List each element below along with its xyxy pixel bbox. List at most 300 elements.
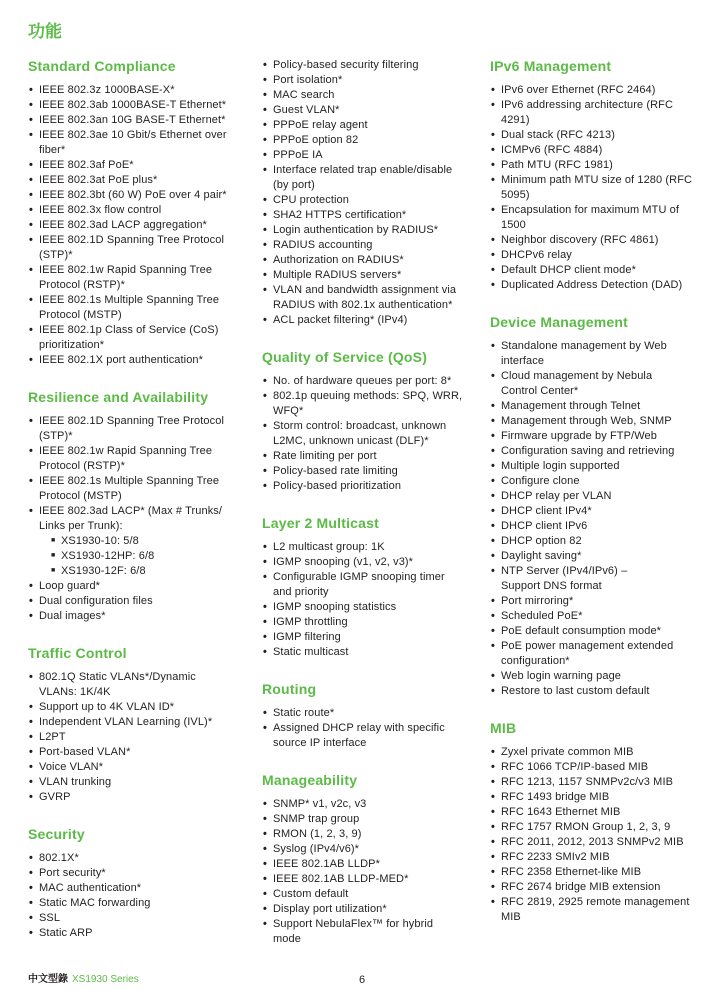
bullet-icon: • xyxy=(29,505,33,517)
bullet-item xyxy=(28,715,250,730)
bullet-text: RFC 2674 bridge MIB extension xyxy=(501,881,661,893)
bullet-text: IEEE 802.3ad LACP* (Max # Trunks/ xyxy=(39,505,223,517)
bullet-icon: • xyxy=(491,400,495,412)
bullet-item xyxy=(490,519,710,534)
bullet-item xyxy=(490,489,710,504)
bullet-item xyxy=(490,369,710,399)
bullet-item xyxy=(28,353,250,368)
bullet-text: Standalone management by Web xyxy=(501,340,667,352)
bullet-item xyxy=(28,700,250,715)
bullet-item xyxy=(262,797,480,812)
section-heading: Quality of Service (QoS) xyxy=(262,349,428,365)
bullet-text: Restore to last custom default xyxy=(501,685,650,697)
bullet-text: IEEE 802.3at PoE plus* xyxy=(39,174,158,186)
bullet-text: SHA2 HTTPS certification* xyxy=(273,209,407,221)
bullet-icon: • xyxy=(263,74,267,86)
sub-bullet-item xyxy=(51,549,250,564)
bullet-text: RFC 2011, 2012, 2013 SNMPv2 MIB xyxy=(501,836,684,848)
bullet-item xyxy=(262,464,480,479)
bullet-item xyxy=(28,263,250,293)
bullet-item xyxy=(490,790,710,805)
bullet-icon: • xyxy=(263,119,267,131)
bullet-item xyxy=(262,208,480,223)
bullet-text-continuation: (by port) xyxy=(273,179,315,191)
bullet-item xyxy=(490,98,710,128)
bullet-icon: • xyxy=(29,595,33,607)
bullet-text-continuation: VLANs: 1K/4K xyxy=(39,686,111,698)
bullet-item xyxy=(28,851,250,866)
bullet-item xyxy=(262,163,480,193)
bullet-item xyxy=(262,449,480,464)
sub-bullet-item xyxy=(51,564,250,579)
bullet-item xyxy=(28,444,250,474)
bullet-icon: • xyxy=(491,595,495,607)
bullet-text: DHCPv6 relay xyxy=(501,249,572,261)
bullet-text: MAC search xyxy=(273,89,335,101)
bullet-icon: • xyxy=(263,450,267,462)
bullet-icon: • xyxy=(491,99,495,111)
bullet-item xyxy=(262,645,480,660)
bullet-text: IEEE 802.1w Rapid Spanning Tree xyxy=(39,264,213,276)
section-heading: Security xyxy=(28,826,85,842)
bullet-text: MAC authentication* xyxy=(39,882,142,894)
bullet-icon: • xyxy=(263,813,267,825)
bullet-icon: • xyxy=(491,776,495,788)
bullet-icon: • xyxy=(29,927,33,939)
sub-bullet-icon: ■ xyxy=(51,552,56,559)
bullet-icon: • xyxy=(263,541,267,553)
bullet-icon: • xyxy=(491,415,495,427)
bullet-icon: • xyxy=(263,224,267,236)
bullet-item xyxy=(28,775,250,790)
bullet-item xyxy=(490,594,710,609)
bullet-text: Management through Telnet xyxy=(501,400,641,412)
bullet-text: CPU protection xyxy=(273,194,349,206)
bullet-text: L2PT xyxy=(39,731,66,743)
bullet-item xyxy=(28,128,250,158)
bullet-icon: • xyxy=(29,867,33,879)
bullet-text: RFC 1493 bridge MIB xyxy=(501,791,610,803)
bullet-text: SSL xyxy=(39,912,61,924)
bullet-text: 802.1p queuing methods: SPQ, WRR, xyxy=(273,390,463,402)
bullet-item xyxy=(262,58,480,73)
sub-bullet-text: XS1930-12F: 6/8 xyxy=(61,565,146,577)
bullet-item xyxy=(490,805,710,820)
bullet-text-continuation: L2MC, unknown unicast (DLF)* xyxy=(273,435,429,447)
bullet-icon: • xyxy=(491,866,495,878)
bullet-icon: • xyxy=(29,882,33,894)
bullet-item xyxy=(490,684,710,699)
bullet-icon: • xyxy=(491,340,495,352)
bullet-icon: • xyxy=(491,370,495,382)
bullet-text-continuation: MIB xyxy=(501,911,521,923)
bullet-list xyxy=(490,339,710,699)
bullet-item xyxy=(262,313,480,328)
bullet-text: Support NebulaFlex™ for hybrid xyxy=(273,918,434,930)
bullet-icon: • xyxy=(491,159,495,171)
bullet-text: Static MAC forwarding xyxy=(39,897,151,909)
bullet-text-continuation: RADIUS with 802.1x authentication* xyxy=(273,299,453,311)
bullet-item xyxy=(490,399,710,414)
bullet-text: IEEE 802.3ad LACP aggregation* xyxy=(39,219,207,231)
bullet-item xyxy=(262,389,480,419)
bullet-text: PPPoE IA xyxy=(273,149,323,161)
bullet-text: L2 multicast group: 1K xyxy=(273,541,385,553)
bullet-icon: • xyxy=(491,670,495,682)
bullet-text-continuation: source IP interface xyxy=(273,737,367,749)
bullet-icon: • xyxy=(263,149,267,161)
bullet-item xyxy=(262,615,480,630)
bullet-item xyxy=(490,233,710,248)
bullet-item xyxy=(490,669,710,684)
bullet-item xyxy=(490,474,710,489)
bullet-text: DHCP client IPv6 xyxy=(501,520,588,532)
bullet-icon: • xyxy=(263,314,267,326)
bullet-text: ICMPv6 (RFC 4884) xyxy=(501,144,603,156)
bullet-text: Static multicast xyxy=(273,646,349,658)
bullet-icon: • xyxy=(263,134,267,146)
bullet-text: Policy-based security filtering xyxy=(273,59,419,71)
bullet-icon: • xyxy=(491,836,495,848)
bullet-text: Independent VLAN Learning (IVL)* xyxy=(39,716,213,728)
bullet-item xyxy=(490,609,710,624)
bullet-list xyxy=(262,540,480,660)
bullet-text: Rate limiting per port xyxy=(273,450,377,462)
bullet-icon: • xyxy=(263,631,267,643)
bullet-text: IEEE 802.1s Multiple Spanning Tree xyxy=(39,294,220,306)
bullet-item xyxy=(262,706,480,721)
bullet-text: RFC 1643 Ethernet MIB xyxy=(501,806,621,818)
bullet-icon: • xyxy=(263,420,267,432)
bullet-icon: • xyxy=(491,640,495,652)
bullet-icon: • xyxy=(29,204,33,216)
bullet-icon: • xyxy=(29,671,33,683)
bullet-item xyxy=(490,128,710,143)
bullet-item xyxy=(490,414,710,429)
bullet-text: Loop guard* xyxy=(39,580,101,592)
bullet-item xyxy=(262,253,480,268)
bullet-text: RFC 2233 SMIv2 MIB xyxy=(501,851,610,863)
bullet-item xyxy=(262,902,480,917)
bullet-text: Daylight saving* xyxy=(501,550,582,562)
bullet-text: IEEE 802.1w Rapid Spanning Tree xyxy=(39,445,213,457)
bullet-item xyxy=(490,263,710,278)
bullet-icon: • xyxy=(263,480,267,492)
bullet-text: Encapsulation for maximum MTU of xyxy=(501,204,680,216)
bullet-text: RFC 1066 TCP/IP-based MIB xyxy=(501,761,649,773)
bullet-item xyxy=(28,218,250,233)
bullet-item xyxy=(490,444,710,459)
bullet-item xyxy=(490,158,710,173)
bullet-text-continuation: Protocol (MSTP) xyxy=(39,309,122,321)
bullet-icon: • xyxy=(29,129,33,141)
bullet-text: IGMP throttling xyxy=(273,616,348,628)
bullet-item xyxy=(28,579,250,594)
bullet-icon: • xyxy=(491,625,495,637)
bullet-text: RADIUS accounting xyxy=(273,239,373,251)
bullet-item xyxy=(262,600,480,615)
bullet-icon: • xyxy=(263,104,267,116)
bullet-item xyxy=(28,203,250,218)
page-footer xyxy=(0,973,724,987)
bullet-item xyxy=(28,896,250,911)
footer-catalog-text: 中文型錄 xyxy=(28,974,68,985)
bullet-icon: • xyxy=(29,580,33,592)
bullet-icon: • xyxy=(263,722,267,734)
bullet-item xyxy=(28,881,250,896)
bullet-icon: • xyxy=(491,174,495,186)
bullet-icon: • xyxy=(29,84,33,96)
bullet-list xyxy=(490,745,710,925)
column-2 xyxy=(262,58,480,947)
bullet-icon: • xyxy=(491,565,495,577)
bullet-text: Zyxel private common MIB xyxy=(501,746,634,758)
bullet-text: Interface related trap enable/disable xyxy=(273,164,453,176)
bullet-item xyxy=(262,374,480,389)
bullet-text: Neighbor discovery (RFC 4861) xyxy=(501,234,659,246)
bullet-item xyxy=(262,721,480,751)
bullet-text: ACL packet filtering* (IPv4) xyxy=(273,314,408,326)
bullet-text: Default DHCP client mode* xyxy=(501,264,636,276)
bullet-text: IEEE 802.3an 10G BASE-T Ethernet* xyxy=(39,114,226,126)
bullet-item xyxy=(490,835,710,850)
bullet-item xyxy=(28,790,250,805)
sub-bullet-list xyxy=(51,534,250,579)
bullet-text: IEEE 802.1p Class of Service (CoS) xyxy=(39,324,219,336)
bullet-icon: • xyxy=(263,858,267,870)
bullet-icon: • xyxy=(263,59,267,71)
bullet-icon: • xyxy=(491,881,495,893)
bullet-text-continuation: mode xyxy=(273,933,301,945)
bullet-icon: • xyxy=(491,806,495,818)
bullet-icon: • xyxy=(263,239,267,251)
bullet-icon: • xyxy=(29,716,33,728)
bullet-item xyxy=(262,283,480,313)
bullet-item xyxy=(490,459,710,474)
bullet-list xyxy=(262,797,480,947)
bullet-text: Policy-based rate limiting xyxy=(273,465,398,477)
bullet-icon: • xyxy=(491,821,495,833)
bullet-icon: • xyxy=(491,279,495,291)
bullet-text-continuation: Control Center* xyxy=(501,385,579,397)
bullet-text: Configure clone xyxy=(501,475,580,487)
bullet-icon: • xyxy=(263,616,267,628)
bullet-item xyxy=(490,745,710,760)
bullet-icon: • xyxy=(263,164,267,176)
bullet-icon: • xyxy=(29,114,33,126)
bullet-text: RFC 2819, 2925 remote management xyxy=(501,896,690,908)
bullet-icon: • xyxy=(29,99,33,111)
bullet-icon: • xyxy=(263,828,267,840)
bullet-list xyxy=(490,83,710,293)
bullet-text: NTP Server (IPv4/IPv6) – xyxy=(501,565,628,577)
bullet-icon: • xyxy=(263,646,267,658)
bullet-item xyxy=(28,866,250,881)
bullet-text-continuation: Protocol (MSTP) xyxy=(39,490,122,502)
section-heading: Routing xyxy=(262,681,317,697)
bullet-icon: • xyxy=(491,685,495,697)
bullet-item xyxy=(262,479,480,494)
bullet-item xyxy=(490,278,710,293)
bullet-text: Voice VLAN* xyxy=(39,761,104,773)
bullet-item xyxy=(28,474,250,504)
bullet-icon: • xyxy=(491,610,495,622)
bullet-icon: • xyxy=(491,505,495,517)
bullet-text: IEEE 802.1X port authentication* xyxy=(39,354,204,366)
bullet-item xyxy=(28,293,250,323)
bullet-item xyxy=(262,223,480,238)
section-heading: Traffic Control xyxy=(28,645,127,661)
bullet-text: RFC 1213, 1157 SNMPv2c/v3 MIB xyxy=(501,776,674,788)
bullet-item xyxy=(490,564,710,594)
bullet-icon: • xyxy=(491,204,495,216)
bullet-text: IGMP snooping (v1, v2, v3)* xyxy=(273,556,414,568)
bullet-icon: • xyxy=(263,269,267,281)
bullet-text-continuation: WFQ* xyxy=(273,405,304,417)
bullet-icon: • xyxy=(491,144,495,156)
bullet-text: Static ARP xyxy=(39,927,93,939)
bullet-text: PPPoE option 82 xyxy=(273,134,359,146)
bullet-list xyxy=(262,58,480,328)
bullet-icon: • xyxy=(491,550,495,562)
bullet-text: VLAN and bandwidth assignment via xyxy=(273,284,457,296)
bullet-item xyxy=(28,113,250,128)
bullet-item xyxy=(490,895,710,925)
bullet-item xyxy=(490,203,710,233)
bullet-icon: • xyxy=(29,731,33,743)
sub-bullet-icon: ■ xyxy=(51,537,56,544)
bullet-icon: • xyxy=(491,460,495,472)
bullet-item xyxy=(28,760,250,775)
bullet-item xyxy=(262,73,480,88)
bullet-icon: • xyxy=(29,159,33,171)
bullet-text: Login authentication by RADIUS* xyxy=(273,224,439,236)
bullet-text-continuation: prioritization* xyxy=(39,339,105,351)
bullet-item xyxy=(28,745,250,760)
bullet-text: RMON (1, 2, 3, 9) xyxy=(273,828,362,840)
bullet-text: Multiple RADIUS servers* xyxy=(273,269,402,281)
bullet-item xyxy=(262,268,480,283)
bullet-text: RFC 2358 Ethernet-like MIB xyxy=(501,866,642,878)
bullet-item xyxy=(490,549,710,564)
bullet-item xyxy=(490,429,710,444)
bullet-icon: • xyxy=(263,209,267,221)
bullet-text: Static route* xyxy=(273,707,335,719)
bullet-item xyxy=(28,670,250,700)
bullet-list xyxy=(28,414,250,624)
bullet-text: Port-based VLAN* xyxy=(39,746,131,758)
bullet-text: Policy-based prioritization xyxy=(273,480,402,492)
footer-series-text: XS1930 Series xyxy=(72,974,139,985)
bullet-text: IEEE 802.1D Spanning Tree Protocol xyxy=(39,415,225,427)
bullet-item xyxy=(490,775,710,790)
sub-bullet-icon: ■ xyxy=(51,567,56,574)
bullet-text: 802.1X* xyxy=(39,852,79,864)
bullet-icon: • xyxy=(29,852,33,864)
bullet-item xyxy=(490,865,710,880)
bullet-icon: • xyxy=(491,430,495,442)
bullet-text-continuation: Links per Trunk): xyxy=(39,520,123,532)
bullet-text: DHCP client IPv4* xyxy=(501,505,592,517)
sub-bullet-text: XS1930-12HP: 6/8 xyxy=(61,550,155,562)
bullet-icon: • xyxy=(29,791,33,803)
bullet-text: Port mirroring* xyxy=(501,595,574,607)
bullet-text: Guest VLAN* xyxy=(273,104,340,116)
bullet-text: IEEE 802.1AB LLDP* xyxy=(273,858,380,870)
spec-columns xyxy=(28,58,710,947)
bullet-icon: • xyxy=(263,375,267,387)
bullet-text: PoE power management extended xyxy=(501,640,674,652)
bullet-text: PPPoE relay agent xyxy=(273,119,368,131)
bullet-icon: • xyxy=(29,776,33,788)
bullet-item xyxy=(490,504,710,519)
bullet-text: Firmware upgrade by FTP/Web xyxy=(501,430,657,442)
bullet-item xyxy=(262,540,480,555)
bullet-item xyxy=(28,158,250,173)
bullet-item xyxy=(28,594,250,609)
bullet-icon: • xyxy=(491,249,495,261)
bullet-icon: • xyxy=(29,445,33,457)
bullet-icon: • xyxy=(491,445,495,457)
bullet-text: IEEE 802.3af PoE* xyxy=(39,159,134,171)
bullet-list xyxy=(28,670,250,805)
bullet-icon: • xyxy=(491,520,495,532)
bullet-list xyxy=(28,851,250,941)
bullet-text: IEEE 802.3z 1000BASE-X* xyxy=(39,84,175,96)
bullet-text: IGMP filtering xyxy=(273,631,341,643)
bullet-text-continuation: and priority xyxy=(273,586,329,598)
bullet-item xyxy=(262,842,480,857)
bullet-text: Management through Web, SNMP xyxy=(501,415,672,427)
bullet-icon: • xyxy=(263,465,267,477)
bullet-icon: • xyxy=(29,324,33,336)
bullet-text: Cloud management by Nebula xyxy=(501,370,653,382)
bullet-icon: • xyxy=(29,264,33,276)
bullet-icon: • xyxy=(491,84,495,96)
bullet-icon: • xyxy=(263,873,267,885)
bullet-item xyxy=(490,248,710,263)
bullet-text: SNMP trap group xyxy=(273,813,360,825)
bullet-icon: • xyxy=(29,761,33,773)
bullet-text: GVRP xyxy=(39,791,71,803)
bullet-text-continuation: (STP)* xyxy=(39,249,73,261)
section-heading: Layer 2 Multicast xyxy=(262,515,379,531)
bullet-item xyxy=(28,188,250,203)
bullet-text: DHCP option 82 xyxy=(501,535,582,547)
bullet-list xyxy=(262,706,480,751)
bullet-icon: • xyxy=(29,746,33,758)
bullet-text: IEEE 802.3ae 10 Gbit/s Ethernet over xyxy=(39,129,227,141)
bullet-icon: • xyxy=(29,610,33,622)
bullet-text: Assigned DHCP relay with specific xyxy=(273,722,445,734)
bullet-item xyxy=(28,98,250,113)
bullet-item xyxy=(262,812,480,827)
bullet-text: Path MTU (RFC 1981) xyxy=(501,159,613,171)
bullet-icon: • xyxy=(263,390,267,402)
bullet-text: IEEE 802.1AB LLDP-MED* xyxy=(273,873,409,885)
bullet-icon: • xyxy=(263,843,267,855)
bullet-item xyxy=(262,630,480,645)
bullet-text: IEEE 802.3x flow control xyxy=(39,204,162,216)
bullet-text: Duplicated Address Detection (DAD) xyxy=(501,279,683,291)
bullet-icon: • xyxy=(29,174,33,186)
bullet-icon: • xyxy=(491,234,495,246)
column-1 xyxy=(28,58,250,941)
bullet-text: No. of hardware queues per port: 8* xyxy=(273,375,452,387)
bullet-item xyxy=(490,173,710,203)
bullet-item xyxy=(490,760,710,775)
section-heading: Manageability xyxy=(262,772,358,788)
